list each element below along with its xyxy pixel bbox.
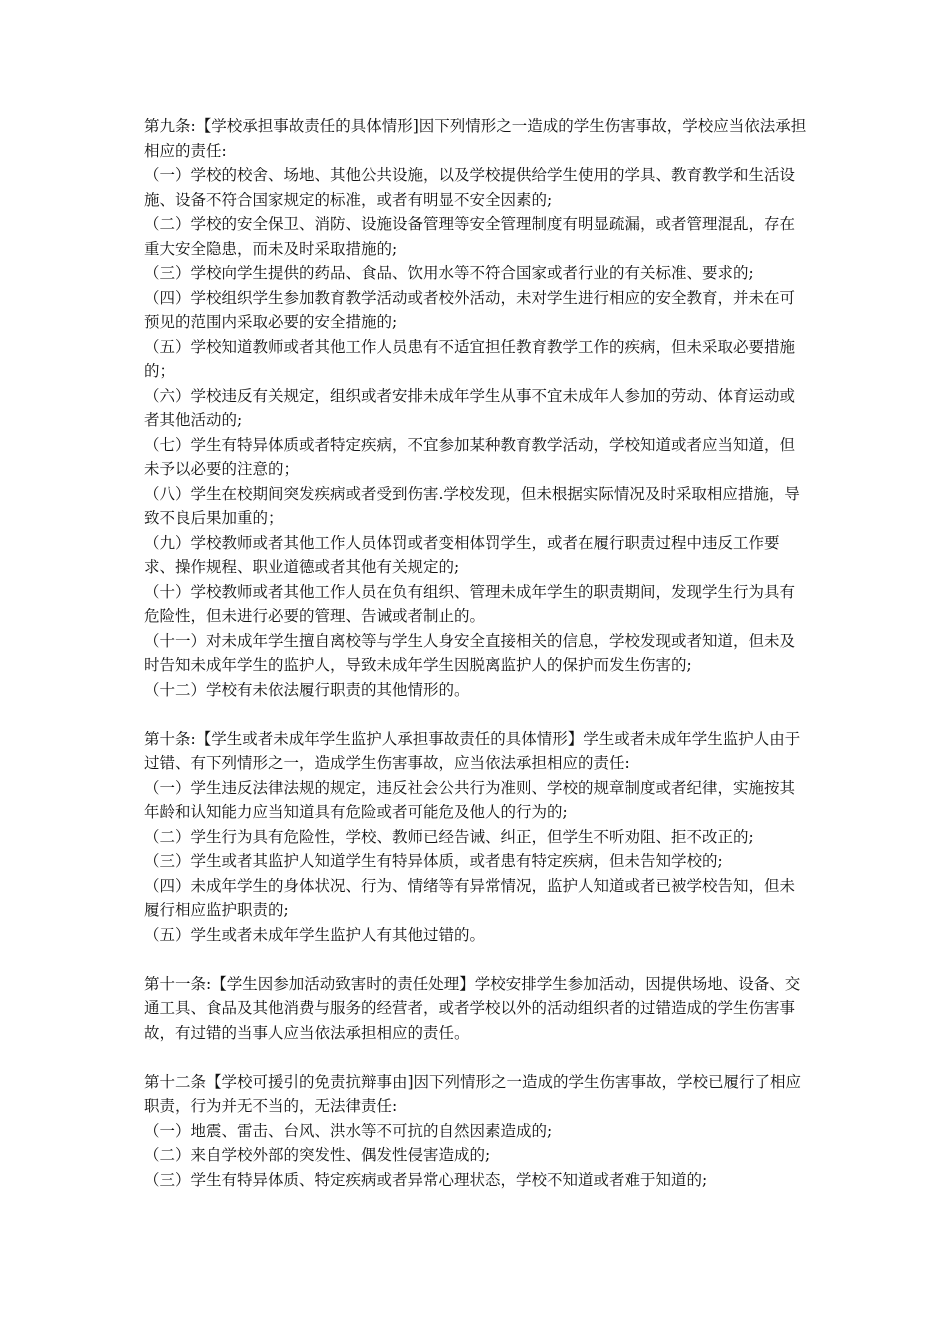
- article-9-intro: 第九条:【学校承担事故责任的具体情形]因下列情形之一造成的学生伤害事故，学校应当依法承担相应的责任:: [144, 117, 807, 160]
- article-9-item: （一）学校的校舍、场地、其他公共设施，以及学校提供给学生使用的学具、教育教学和生活设施、设备不符合国家规定的标准，或者有明显不安全因素的;: [144, 166, 796, 209]
- article-9-item: （十二）学校有未依法履行职责的其他情形的。: [144, 680, 470, 699]
- article-10-item: （五）学生或者未成年学生监护人有其他过错的。: [144, 925, 486, 944]
- article-10-item: （二）学生行为具有危险性，学校、教师已经告诫、纠正，但学生不听劝阻、拒不改正的;: [144, 827, 754, 846]
- article-10-item: （四）未成年学生的身体状况、行为、情绪等有异常情况，监护人知道或者已被学校告知，但未履行相应监护职责的;: [144, 876, 796, 919]
- article-11: [144, 972, 810, 1046]
- article-9-item: （八）学生在校期间突发疾病或者受到伤害.学校发现，但未根据实际情况及时采取相应措施，导致不良后果加重的；: [144, 484, 800, 527]
- article-9-item: （三）学校向学生提供的药品、食品、饮用水等不符合国家或者行业的有关标准、要求的;: [144, 264, 754, 282]
- article-10-intro: 第十条:【学生或者未成年学生监护人承担事故责任的具体情形】学生或者未成年学生监护人由于过错、有下列情形之一，造成学生伤害事故，应当依法承担相应的责任:: [144, 729, 801, 772]
- paragraph-gap: [144, 947, 810, 972]
- document-body: [144, 114, 810, 1192]
- paragraph-gap: [144, 702, 810, 727]
- article-9-item: （六）学校违反有关规定，组织或者安排未成年学生从事不宜未成年人参加的劳动、体育运动或者其他活动的;: [144, 386, 796, 429]
- article-12-item: （二）来自学校外部的突发性、偶发性侵害造成的;: [144, 1146, 491, 1164]
- article-10-item: （一）学生违反法律法规的规定，违反社会公共行为准则、学校的规章制度或者纪律，实施按其年龄和认知能力应当知道具有危险或者可能危及他人的行为的;: [144, 778, 796, 821]
- paragraph-gap: [144, 1045, 810, 1070]
- article-12: [144, 1070, 810, 1193]
- article-12-item: （一）地震、雷击、台风、洪水等不可抗的自然因素造成的;: [144, 1121, 553, 1140]
- article-9-item: （十）学校教师或者其他工作人员在负有组织、管理未成年学生的职责期间，发现学生行为具有危险性，但未进行必要的管理、告诫或者制止的。: [144, 582, 796, 625]
- article-9-item: （四）学校组织学生参加教育教学活动或者校外活动，未对学生进行相应的安全教育，并未在可预见的范围内采取必要的安全措施的;: [144, 288, 796, 331]
- article-12-intro: 第十二条【学校可援引的免责抗辩事由]因下列情形之一造成的学生伤害事故，学校已履行了相应职责，行为并无不当的，无法律责任:: [144, 1072, 802, 1115]
- article-9-item: （二）学校的安全保卫、消防、设施设备管理等安全管理制度有明显疏漏，或者管理混乱，存在重大安全隐患，而未及时采取措施的;: [144, 215, 796, 258]
- article-12-item: （三）学生有特异体质、特定疾病或者异常心理状态，学校不知道或者难于知道的;: [144, 1170, 708, 1189]
- article-11-intro: 第十一条:【学生因参加活动致害时的责任处理】学校安排学生参加活动，因提供场地、设备、交通工具、食品及其他消费与服务的经营者，或者学校以外的活动组织者的过错造成的学生伤害事故，有过错的当事人应当依法承担相应的责任。: [144, 974, 801, 1042]
- article-9-item: （十一）对未成年学生擅自离校等与学生人身安全直接相关的信息，学校发现或者知道，但未及时告知未成年学生的监护人，导致未成年学生因脱离监护人的保护而发生伤害的;: [144, 631, 796, 674]
- article-10: [144, 727, 810, 948]
- article-9-item: （五）学校知道教师或者其他工作人员患有不适宜担任教育教学工作的疾病，但未采取必要措施的；: [144, 337, 796, 380]
- article-10-item: （三）学生或者其监护人知道学生有特异体质，或者患有特定疾病，但未告知学校的;: [144, 852, 723, 870]
- article-9-item: （九）学校教师或者其他工作人员体罚或者变相体罚学生，或者在履行职责过程中违反工作要求、操作规程、职业道德或者其他有关规定的;: [144, 533, 780, 576]
- article-9-item: （七）学生有特异体质或者特定疾病，不宜参加某种教育教学活动，学校知道或者应当知道，但未予以必要的注意的；: [144, 435, 796, 478]
- article-9: [144, 114, 810, 702]
